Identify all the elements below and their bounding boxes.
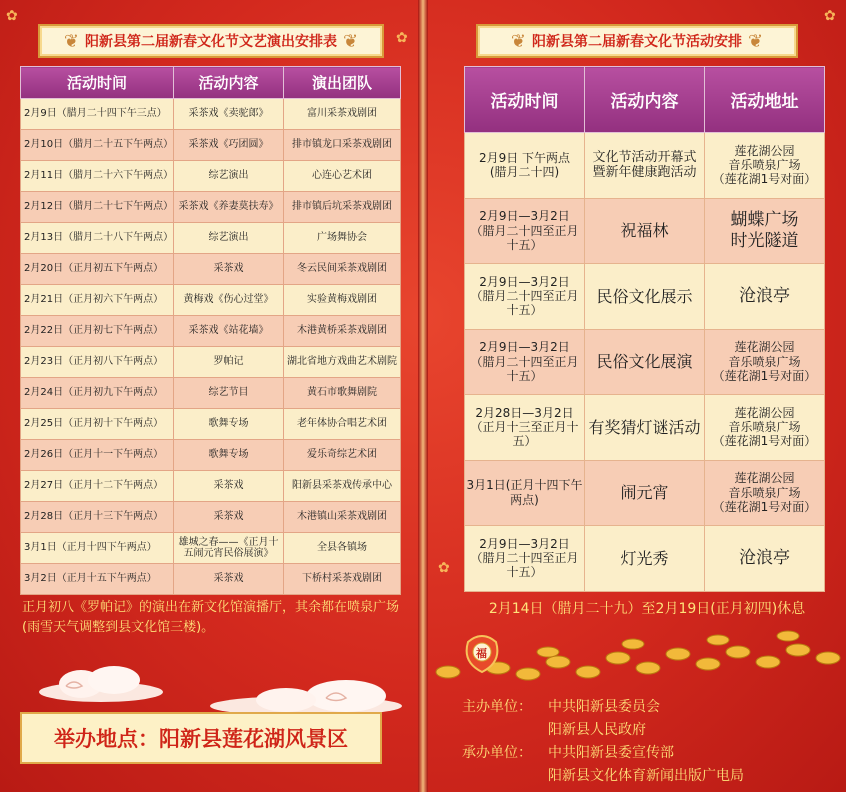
time-cell	[465, 133, 585, 199]
left-title-banner	[38, 24, 384, 58]
organizer-label: 主办单位：	[462, 699, 532, 715]
activity-cell-line: 有奖猜灯谜活动	[588, 417, 701, 437]
time-cell: 3月2日（正月十五下午两点）	[21, 564, 174, 595]
table-row	[21, 564, 401, 595]
content-cell: 采茶戏《站花墙》	[174, 316, 284, 347]
team-cell: 广场舞协会	[284, 223, 401, 254]
time-cell: 2月13日（腊月二十八下午两点）	[21, 223, 174, 254]
time-cell-line: (腊月二十四)	[489, 165, 560, 180]
team-cell: 下桥村采茶戏剧团	[284, 564, 401, 595]
content-cell: 黄梅戏《伤心过堂》	[174, 285, 284, 316]
fortune-bag-char: 福	[476, 647, 487, 660]
time-cell: 2月10日（腊月二十五下午两点）	[21, 130, 174, 161]
team-cell: 阳新县采茶戏传承中心	[284, 471, 401, 502]
right-title: 阳新县第二届新春文化节活动安排	[532, 34, 742, 50]
table-header-row	[465, 67, 825, 133]
location-cell-line: 沧浪亭	[739, 548, 790, 569]
co-organizer-name: 中共阳新县委宣传部	[548, 745, 674, 761]
location-cell-line: 音乐喷泉广场	[728, 158, 801, 173]
activity-cell-line: 闹元宵	[620, 483, 669, 503]
time-cell: 2月22日（正月初七下午两点）	[21, 316, 174, 347]
table-row	[465, 460, 825, 526]
co-organizer-name: 阳新县文化体育新闻出版广电局	[548, 768, 744, 784]
scroll-ornament-icon: ❦	[510, 30, 526, 52]
location-cell-line: （莲花湖1号对面）	[712, 172, 817, 187]
activity-cell	[585, 329, 705, 395]
table-row	[21, 192, 401, 223]
activity-cell	[585, 198, 705, 264]
organizer-block	[548, 719, 646, 739]
column-header: 活动地址	[705, 67, 825, 133]
time-cell	[465, 198, 585, 264]
venue-note: 正月初八《罗帕记》的演出在新文化馆演播厅，其余都在喷泉广场(雨雪天气调整到县文化馆三楼)。	[22, 600, 400, 636]
content-cell: 综艺演出	[174, 161, 284, 192]
team-cell: 湖北省地方戏曲艺术剧院	[284, 347, 401, 378]
time-cell-line: 2月9日—3月2日	[479, 340, 570, 355]
table-row	[21, 223, 401, 254]
time-cell-line: 2月9日—3月2日	[479, 274, 570, 289]
table-row	[21, 471, 401, 502]
table-row	[21, 285, 401, 316]
time-cell: 2月25日（正月初十下午两点）	[21, 409, 174, 440]
content-cell: 采茶戏	[174, 471, 284, 502]
time-cell: 3月1日（正月十四下午两点）	[21, 533, 174, 564]
activity-cell-line: 灯光秀	[620, 548, 669, 568]
table-row	[21, 161, 401, 192]
time-cell-line: 2月9日—3月2日	[479, 536, 570, 551]
activity-cell-line: 民俗文化展演	[596, 352, 693, 372]
activity-cell-line: 民俗文化展示	[596, 286, 693, 306]
team-cell: 全县各镇场	[284, 533, 401, 564]
content-cell: 综艺演出	[174, 223, 284, 254]
location-cell	[705, 133, 825, 199]
performance-schedule-table	[20, 66, 401, 595]
table-row	[465, 133, 825, 199]
activity-cell	[585, 526, 705, 592]
table-row	[21, 533, 401, 564]
time-cell: 2月28日（正月十三下午两点）	[21, 502, 174, 533]
location-cell	[705, 460, 825, 526]
time-cell	[465, 264, 585, 330]
location-cell-line: 莲花湖公园	[734, 405, 795, 420]
content-cell: 罗帕记	[174, 347, 284, 378]
co-organizer-block	[462, 742, 674, 762]
content-cell: 采茶戏《卖驼郎》	[174, 99, 284, 130]
location-cell-line: 莲花湖公园	[734, 143, 795, 158]
time-cell-line: （腊月二十四至正月十五）	[470, 289, 579, 318]
location-cell-line: 沧浪亭	[739, 286, 790, 307]
activity-cell	[585, 395, 705, 461]
time-cell-line: 2月9日 下午两点	[478, 150, 571, 165]
flower-ornament-icon: ✿	[396, 30, 408, 46]
time-cell	[465, 460, 585, 526]
time-cell-line: 2月28日—3月2日	[475, 405, 574, 420]
column-header: 活动内容	[174, 67, 284, 99]
location-cell-line: 音乐喷泉广场	[728, 485, 801, 500]
venue-label: 举办地点：阳新县莲花湖风景区	[54, 727, 348, 751]
activity-schedule-table	[464, 66, 825, 592]
table-row	[21, 254, 401, 285]
activity-cell-line: 文化节活动开幕式	[592, 149, 697, 165]
venue-banner	[20, 712, 382, 764]
content-cell: 综艺节目	[174, 378, 284, 409]
table-row	[465, 198, 825, 264]
content-cell: 采茶戏《巧团圆》	[174, 130, 284, 161]
flower-ornament-icon: ✿	[438, 560, 450, 576]
activity-cell-line: 祝福林	[620, 221, 669, 241]
location-cell	[705, 526, 825, 592]
location-cell	[705, 198, 825, 264]
table-header-row	[21, 67, 401, 99]
time-cell: 2月26日（正月十一下午两点）	[21, 440, 174, 471]
time-cell: 2月11日（腊月二十六下午两点）	[21, 161, 174, 192]
table-row	[21, 502, 401, 533]
table-row	[465, 264, 825, 330]
cloud-decoration-icon	[36, 664, 166, 704]
team-cell: 排市镇龙口采茶戏剧团	[284, 130, 401, 161]
organizer-block	[462, 696, 660, 716]
location-cell	[705, 264, 825, 330]
time-cell: 2月21日（正月初六下午两点）	[21, 285, 174, 316]
team-cell: 老年体协合唱艺术团	[284, 409, 401, 440]
activity-cell	[585, 460, 705, 526]
co-organizer-label: 承办单位：	[462, 745, 532, 761]
location-cell-line: 时光隧道	[730, 230, 799, 251]
location-cell	[705, 329, 825, 395]
activity-cell-line: 暨新年健康跑活动	[592, 165, 697, 181]
table-row	[21, 347, 401, 378]
team-cell: 排市镇后坑采茶戏剧团	[284, 192, 401, 223]
content-cell: 雄城之春——《正月十五闹元宵民俗展演》	[174, 533, 284, 564]
right-panel	[428, 0, 846, 792]
team-cell: 富川采茶戏剧团	[284, 99, 401, 130]
table-row	[21, 316, 401, 347]
time-cell-line: （腊月二十四至正月十五）	[470, 551, 579, 580]
time-cell-line: （腊月二十四至正月十五）	[470, 223, 579, 252]
time-cell-line: （正月十三至正月十五）	[470, 420, 579, 449]
time-cell: 2月9日（腊月二十四下午三点）	[21, 99, 174, 130]
right-title-banner	[476, 24, 798, 58]
location-cell	[705, 395, 825, 461]
rest-period-note: 2月14日（腊月二十九）至2月19日(正月初四)休息	[488, 601, 806, 617]
table-row	[465, 526, 825, 592]
team-cell: 冬云民间采茶戏剧团	[284, 254, 401, 285]
activity-cell	[585, 133, 705, 199]
organizer-name: 中共阳新县委员会	[548, 699, 660, 715]
time-cell-line: 2月9日—3月2日	[479, 209, 570, 224]
scroll-ornament-icon: ❦	[748, 30, 764, 52]
column-header: 活动时间	[21, 67, 174, 99]
time-cell: 2月27日（正月十二下午两点）	[21, 471, 174, 502]
column-header: 演出团队	[284, 67, 401, 99]
location-cell-line: 音乐喷泉广场	[728, 354, 801, 369]
time-cell: 2月23日（正月初八下午两点）	[21, 347, 174, 378]
content-cell: 歌舞专场	[174, 440, 284, 471]
flower-ornament-icon: ✿	[6, 8, 18, 24]
location-cell-line: （莲花湖1号对面）	[712, 434, 817, 449]
column-header: 活动内容	[585, 67, 705, 133]
time-cell	[465, 526, 585, 592]
table-row	[465, 395, 825, 461]
time-cell: 2月12日（腊月二十七下午两点）	[21, 192, 174, 223]
time-cell-line: 3月1日(正月十四下午两点)	[466, 478, 583, 507]
time-cell	[465, 395, 585, 461]
content-cell: 采茶戏	[174, 564, 284, 595]
location-cell-line: 莲花湖公园	[734, 471, 795, 486]
team-cell: 木港黄桥采茶戏剧团	[284, 316, 401, 347]
team-cell: 实验黄梅戏剧团	[284, 285, 401, 316]
content-cell: 采茶戏	[174, 254, 284, 285]
content-cell: 歌舞专场	[174, 409, 284, 440]
table-row	[465, 329, 825, 395]
time-cell	[465, 329, 585, 395]
content-cell: 采茶戏	[174, 502, 284, 533]
activity-cell	[585, 264, 705, 330]
left-title: 阳新县第二届新春文化节文艺演出安排表	[85, 34, 337, 50]
flower-ornament-icon: ✿	[824, 8, 836, 24]
left-panel	[0, 0, 418, 792]
location-cell-line: （莲花湖1号对面）	[712, 499, 817, 514]
scroll-ornament-icon: ❦	[63, 30, 79, 52]
location-cell-line: 莲花湖公园	[734, 340, 795, 355]
team-cell: 木港镇山采茶戏剧团	[284, 502, 401, 533]
table-row	[21, 378, 401, 409]
content-cell: 采茶戏《养妻莫扶寿》	[174, 192, 284, 223]
table-row	[21, 130, 401, 161]
scroll-ornament-icon: ❦	[343, 30, 359, 52]
organizer-name: 阳新县人民政府	[548, 722, 646, 738]
time-cell: 2月20日（正月初五下午两点）	[21, 254, 174, 285]
team-cell: 爱乐奇综艺术团	[284, 440, 401, 471]
location-cell-line: （莲花湖1号对面）	[712, 368, 817, 383]
location-cell-line: 蝴蝶广场	[730, 210, 799, 231]
time-cell-line: （腊月二十四至正月十五）	[470, 354, 579, 383]
gold-coins-decoration-icon	[428, 628, 846, 682]
team-cell: 心连心艺术团	[284, 161, 401, 192]
center-divider	[418, 0, 428, 792]
table-row	[21, 440, 401, 471]
time-cell: 2月24日（正月初九下午两点）	[21, 378, 174, 409]
table-row	[21, 99, 401, 130]
team-cell: 黄石市歌舞剧院	[284, 378, 401, 409]
column-header: 活动时间	[465, 67, 585, 133]
location-cell-line: 音乐喷泉广场	[728, 420, 801, 435]
table-row	[21, 409, 401, 440]
co-organizer-block	[548, 765, 744, 785]
